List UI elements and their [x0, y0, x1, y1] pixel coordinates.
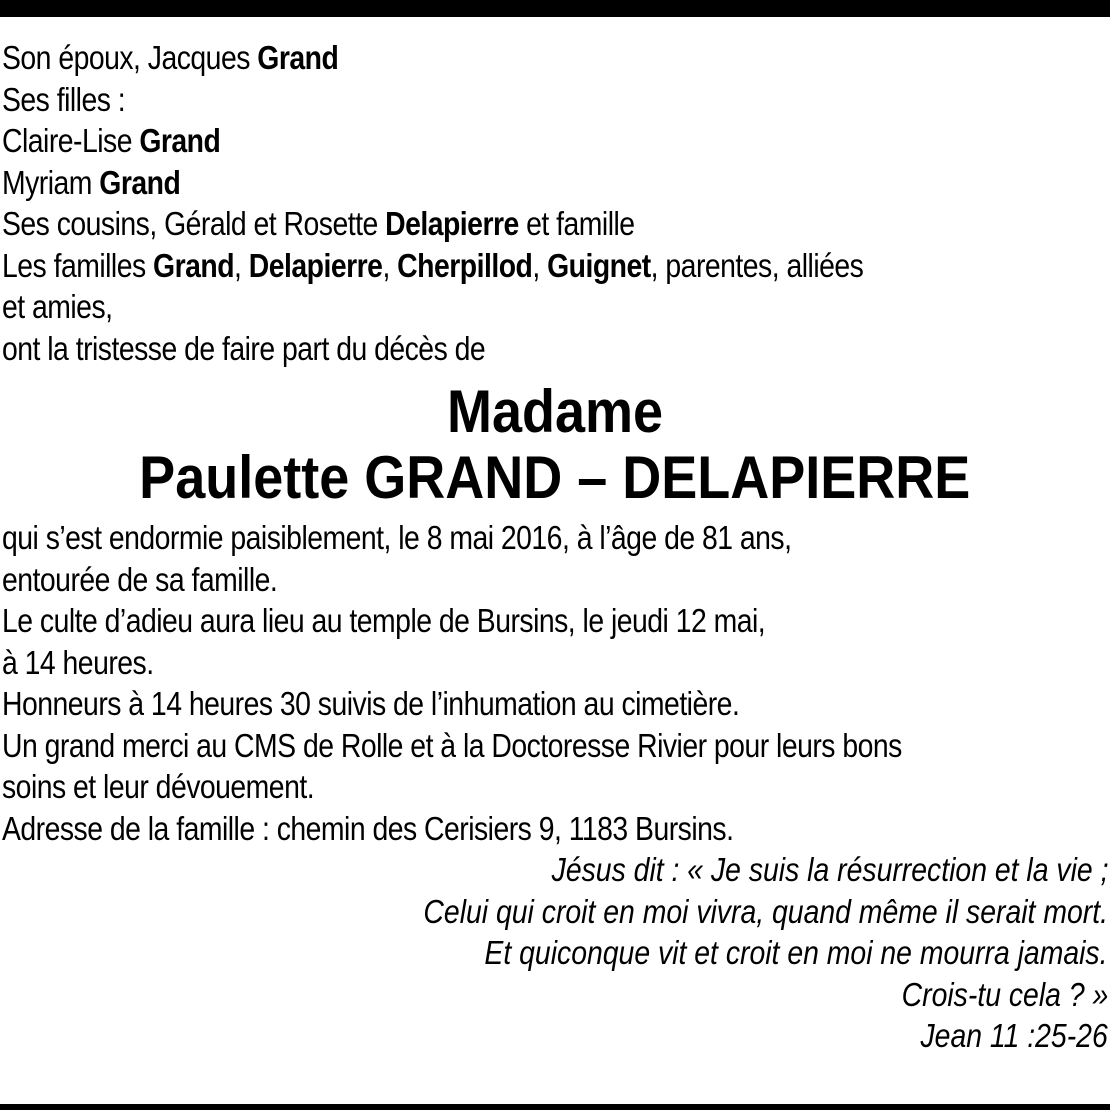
deceased-title — [2, 379, 1108, 445]
family-line-friends: et amies, — [2, 288, 113, 325]
text: Claire-Lise — [2, 122, 140, 159]
surname: Cherpillod — [397, 246, 533, 284]
text: , parentes, alliées — [650, 246, 864, 284]
text: Son époux, Jacques — [2, 39, 258, 76]
details-line-5: Honneurs à 14 heures 30 suivis de l’inhumation au cimetière. — [2, 685, 740, 722]
bottom-rule — [0, 1104, 1110, 1110]
surname: Grand — [257, 39, 339, 76]
deceased-name-text: Paulette GRAND – DELAPIERRE — [139, 444, 971, 511]
family-line-daughter-1 — [2, 120, 1105, 162]
details-line-3: Le culte d’adieu aura lieu au temple de Bursins, le jeudi 12 mai, — [2, 602, 766, 639]
details-line-7: soins et leur dévouement. — [2, 768, 315, 805]
family-line-daughters-label: Ses filles : — [2, 80, 126, 118]
surname: Guignet — [547, 246, 651, 284]
deceased-name-block — [2, 379, 1108, 511]
surname: Grand — [99, 163, 181, 201]
verse-text: Jésus dit : « Je suis la résurrection et la vie ; — [551, 851, 1108, 888]
verse-line-4 — [2, 974, 1108, 1016]
family-line-daughter-2 — [2, 162, 1105, 204]
text: et famille — [518, 205, 635, 242]
separator: , — [234, 246, 249, 284]
deceased-title-text: Madame — [446, 378, 664, 445]
surname: Grand — [139, 122, 221, 159]
details-line-1: qui s’est endormie paisiblement, le 8 mai 2016, à l’âge de 81 ans, — [2, 519, 792, 556]
family-line-announcement: ont la tristesse de faire part du décès de — [2, 329, 486, 367]
text: Myriam — [2, 163, 100, 201]
verse-line-1 — [2, 849, 1108, 891]
verse-text: Celui qui croit en moi vivra, quand même il serait mort. — [423, 892, 1108, 930]
text: Ses cousins, Gérald et Rosette — [2, 205, 386, 242]
family-line-cousins — [2, 203, 1105, 245]
verse-line-3 — [2, 932, 1108, 974]
family-line-families — [2, 245, 1105, 287]
details-line-8: Adresse de la famille : chemin des Cerisiers 9, 1183 Bursins. — [2, 809, 734, 847]
verse-reference-text: Jean 11 :25-26 — [920, 1017, 1108, 1054]
surname: Delapierre — [248, 246, 383, 284]
details-line-6: Un grand merci au CMS de Rolle et à la Doctoresse Rivier pour leurs bons — [2, 726, 902, 764]
top-rule — [0, 0, 1110, 17]
details-line-4: à 14 heures. — [2, 643, 154, 681]
verse-text: Crois-tu cela ? » — [901, 975, 1108, 1013]
separator: , — [382, 246, 398, 284]
verse-line-2 — [2, 891, 1108, 933]
details-line-2: entourée de sa famille. — [2, 560, 278, 598]
verse-reference — [2, 1015, 1108, 1057]
deceased-name — [2, 445, 1108, 511]
family-line-spouse — [2, 37, 1105, 79]
verse-text: Et quiconque vit et croit en moi ne mourra jamais. — [484, 934, 1108, 971]
text: Les familles — [2, 246, 154, 284]
surname: Grand — [153, 246, 235, 284]
separator: , — [532, 246, 548, 284]
obituary-notice — [2, 37, 1108, 1057]
surname: Delapierre — [385, 205, 519, 242]
